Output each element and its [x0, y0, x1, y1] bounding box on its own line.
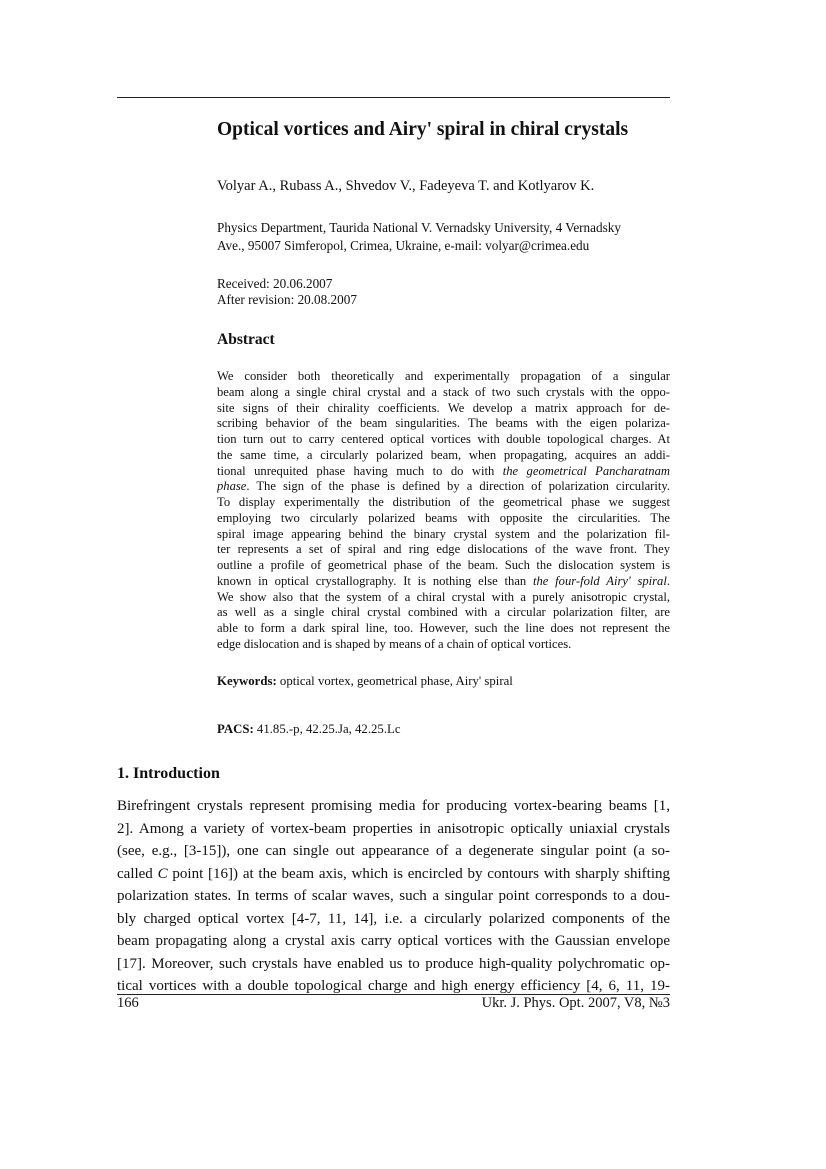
paragraph-line [117, 908, 670, 931]
text-run: polarization states. In terms of scalar waves, such a singular point corresponds to a dou- [117, 888, 670, 904]
text-run: 2]. Among a variety of vortex-beam properties in anisotropic optically uniaxial crystals [117, 820, 670, 837]
abstract-line [217, 385, 670, 401]
text-run: beam along a single chiral crystal and a stack of two such crystals with the oppo- [217, 384, 670, 399]
text-run: known in optical crystallography. It is nothing else than [217, 573, 533, 588]
paragraph-line [117, 953, 670, 976]
text-run: To display experimentally the distribution of the geometrical phase we suggest [217, 495, 670, 509]
journal-citation: Ukr. J. Phys. Opt. 2007, V8, №3 [481, 995, 670, 1011]
abstract-line [217, 542, 670, 558]
text-run: Birefringent crystals represent promising media for producing vortex-bearing beams [1, [117, 798, 670, 814]
text-run: point [16]) at the beam axis, which is encircled by contours with sharply shifting [167, 865, 670, 882]
section-heading: 1. Introduction [117, 765, 220, 782]
pacs-text: 41.85.-p, 42.25.Ja, 42.25.Lc [253, 722, 401, 736]
introduction-body [117, 795, 670, 998]
paragraph-line [117, 863, 670, 886]
abstract-heading: Abstract [217, 331, 275, 348]
author-list: Volyar A., Rubass A., Shvedov V., Fadeyeva T. and Kotlyarov K. [217, 178, 595, 194]
text-run: spiral image appearing behind the binary crystal system and the polarization fil- [217, 526, 670, 541]
abstract-line [217, 495, 670, 511]
emphasized-text: the geometrical Pancharatnam [502, 463, 670, 478]
text-run: the same time, a circularly polarized beam, when propagating, acquires an addi- [217, 447, 670, 462]
text-run: outline a profile of geometrical phase of the beam. Such the dislocation system is [217, 558, 670, 572]
abstract-line [217, 479, 670, 495]
abstract-line [217, 621, 670, 637]
affiliation-line: Ave., 95007 Simferopol, Crimea, Ukraine, e-mail: volyar@crimea.edu [217, 238, 590, 253]
text-run: as well as a single chiral crystal combined with a circular polarization filter, are [217, 605, 670, 620]
pacs-codes [217, 722, 401, 737]
page-number: 166 [117, 995, 139, 1011]
abstract-line [217, 401, 670, 417]
text-run: scribing behavior of the beam singularities. The beams with the eigen polariza- [217, 416, 670, 431]
abstract-line [217, 590, 670, 606]
keywords-label: Keywords: [217, 674, 277, 688]
emphasized-text: phase [217, 479, 247, 494]
text-run: able to form a dark spiral line, too. However, such the line does not represent the [217, 621, 670, 635]
abstract-line [217, 369, 670, 385]
text-run: edge dislocation and is shaped by means of a chain of optical vortices. [217, 636, 572, 651]
submission-dates [217, 276, 357, 308]
text-run: We consider both theoretically and experimentally propagation of a singular [217, 369, 670, 383]
text-run: called [117, 865, 158, 882]
text-run: bly charged optical vortex [4-7, 11, 14], i.e. a circularly polarized components of the [117, 910, 670, 927]
abstract-line [217, 527, 670, 543]
abstract-line [217, 605, 670, 621]
paragraph-line [117, 818, 670, 841]
keywords [217, 674, 513, 689]
text-run: tional unrequited phase having much to do with [217, 463, 503, 478]
paper-title: Optical vortices and Airy' spiral in chiral crystals [217, 119, 629, 140]
text-run: beam propagating along a crystal axis carry optical vortices with the Gaussian envelope [117, 933, 670, 949]
revision-date: After revision: 20.08.2007 [217, 292, 357, 307]
text-run: [17]. Moreover, such crystals have enabled us to produce high-quality polychromatic op- [117, 955, 670, 972]
abstract-body [217, 369, 670, 653]
paragraph-line [117, 885, 670, 908]
paragraph-line [117, 795, 670, 818]
abstract-line [217, 574, 670, 590]
abstract-line [217, 432, 670, 448]
text-run: tical vortices with a double topological charge and high energy efficiency [4, 6, 11, 19- [117, 978, 670, 994]
abstract-line [217, 637, 670, 653]
pacs-label: PACS: [217, 722, 254, 736]
paragraph-line [117, 840, 670, 863]
text-run: We show also that the system of a chiral crystal with a purely anisotropic crystal, [217, 589, 670, 604]
keywords-text: optical vortex, geometrical phase, Airy' spiral [276, 674, 513, 688]
text-run: . [666, 573, 670, 588]
affiliation-line: Physics Department, Taurida National V. Vernadsky University, 4 Vernadsky [217, 220, 621, 235]
text-run: tion turn out to carry centered optical vortices with double topological charges. At [217, 432, 670, 446]
text-run: (see, e.g., [3-15]), one can single out appearance of a degenerate singular point (a so- [117, 843, 670, 859]
abstract-line [217, 511, 670, 527]
received-date: Received: 20.06.2007 [217, 276, 333, 291]
abstract-line [217, 464, 670, 480]
emphasized-text: C [157, 865, 168, 882]
text-run: ter represents a set of spiral and ring edge dislocations of the wave front. They [217, 542, 670, 557]
affiliation [217, 219, 677, 255]
abstract-line [217, 416, 670, 432]
paragraph-line [117, 930, 670, 953]
header-rule [117, 97, 670, 98]
text-run: employing two circularly polarized beams with opposite the circularities. The [217, 510, 670, 525]
emphasized-text: the four-fold Airy' spiral [533, 573, 667, 588]
abstract-line [217, 448, 670, 464]
text-run: . The sign of the phase is defined by a direction of polarization circularity. [246, 479, 670, 494]
text-run: site signs of their chirality coefficients. We develop a matrix approach for de- [217, 400, 670, 415]
abstract-line [217, 558, 670, 574]
